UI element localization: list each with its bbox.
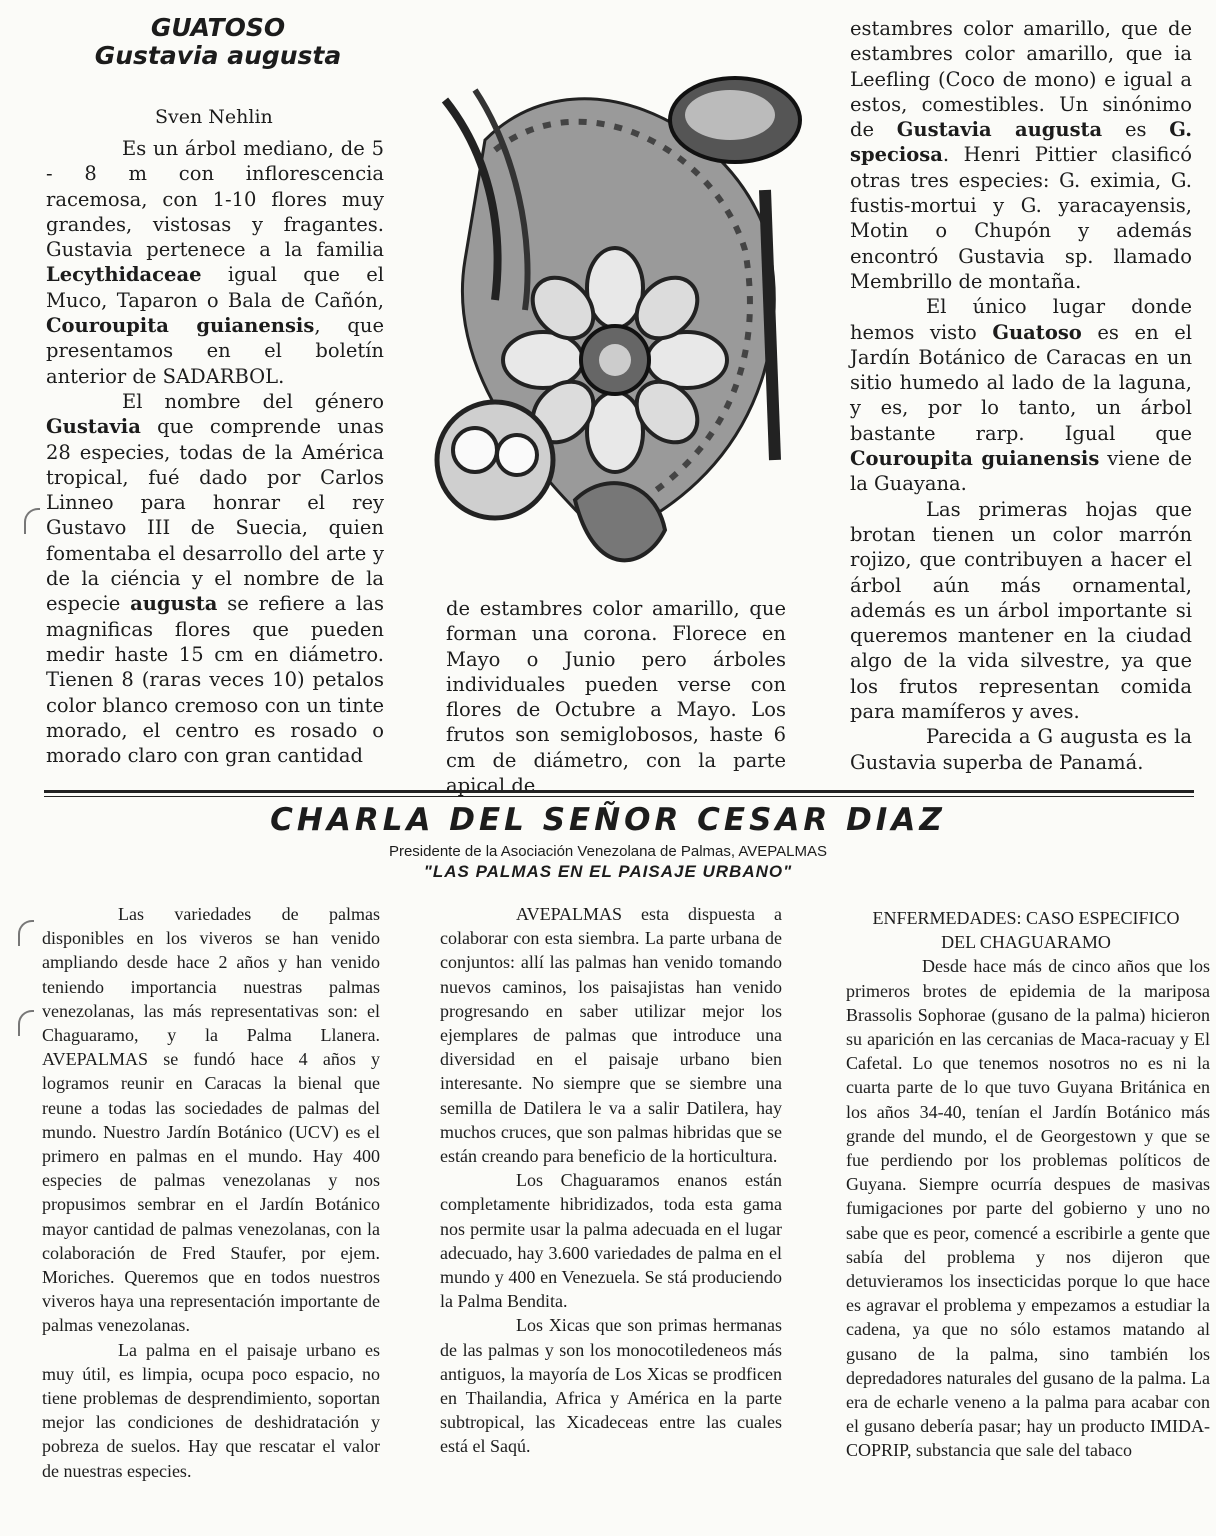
title-common-name: GUATOSO <box>150 13 286 42</box>
paragraph: La palma en el paisaje urbano es muy útil, es limpia, ocupa poco espacio, no tiene problemas de desprendimiento, soportan mejor las condiciones de deshidratación y pobreza de suelos. Hay que rescatar el valor de nuestras especies. <box>42 1339 380 1481</box>
text-run: , que presentamos en el boletín anterior de SADARBOL. <box>46 314 384 388</box>
article2-talk-title: "LAS PALMAS EN EL PAISAJE URBANO" <box>423 862 793 881</box>
bold-term: Gustavia <box>46 415 141 439</box>
text-run: viene de la Guayana. <box>850 447 1192 496</box>
flower-illustration <box>425 60 805 590</box>
bold-term: Couroupita guianensis <box>46 314 315 338</box>
article-title <box>88 14 348 70</box>
text-run: Parecida a G augusta es la Gustavia superba de Panamá. <box>850 725 1192 774</box>
bold-term: augusta <box>130 592 218 616</box>
paragraph <box>850 16 1192 294</box>
author: Sven Nehlin <box>155 106 273 128</box>
paragraph: AVEPALMAS esta dispuesta a colaborar con esta siembra. La parte urbana de conjuntos: allí las palmas han venido tomando nuevos caminos, los paisajistas han venido progresando en saber utilizar mejor los ejemplares de palmas que introduce una diversidad en el paisaje urbano bien interesante. No siempre que se siembre una semilla de Datilera le va a salir Datilera, hay muchos cruces, que son palmas hibridas que se están creando para beneficio de la horticultura. <box>440 904 782 1167</box>
article1-column3 <box>850 16 1192 775</box>
article2-column3 <box>846 906 1210 1463</box>
article1-column2 <box>446 596 786 798</box>
paragraph: Las variedades de palmas disponibles en los viveros se han venido ampliando desde hace 2 años y han venido teniendo importancia nuestras palmas venezolanas, las más representativas son: el Chaguaramo, y la Palma Llanera. AVEPALMAS se fundó hace 4 años y logramos reunir en Caracas la bienal que reune a todas las sociedades de palmas del mundo. Nuestro Jardín Botánico (UCV) es el primero en palmas en el mundo. Hay 400 especies de palmas venezolanas y nos propusimos sembrar en el Jardín Botánico mayor cantidad de palmas venezolanas, con la colaboración de Fred Staufer, por ejem. Moriches. Queremos que en todos nuestros viveros haya una representación importante de palmas venezolanas. <box>42 904 380 1336</box>
paragraph <box>46 389 384 768</box>
paragraph: Desde hace más de cinco años que los primeros brotes de epidemia de la mariposa Brassolis Sophorae (gusano de la palma) hicieron su aparición en las cercanias de Maca-racuay y El Cafetal. Lo que tenemos nosotros no es ni la cuarta parte de lo que tuvo Guyana Británica en los años 34-40, tenían el Jardín Botánico más grande del mundo, el de Georgestown y que se fue perdiendo por los problemas políticos de Guyana. Siempre ocurría despues de masivas fumigaciones por parte del gobierno y uno no sabe que es peor, comencé a escribirle a gente que sabía del problema y nos dijeron que detuvieramos los insecticidas porque lo que hace es agravar el problema y empezamos a estudiar la cadena, ya que no sólo estamos matando al gusano de la palma, sino también los depredadores naturales del gusano de la palma. La era de echarle veneno a la palma para acabar con el gusano debería pasar; hay un producto IMIDA-COPRIP, substancia que sale del tabaco <box>846 956 1210 1461</box>
bold-term: Gustavia augusta <box>896 118 1103 142</box>
section-divider <box>44 790 1194 793</box>
section-divider <box>44 796 1194 797</box>
text-run: estambres color amarillo, que de estambres color amarillo, que ia Leefling (Coco de mono) e igual a estos, comestibles. Un sinónimo de <box>850 17 1192 142</box>
bold-term: Guatoso <box>992 320 1082 344</box>
bold-term: G. speciosa <box>850 118 1192 167</box>
column3-heading <box>846 906 1206 954</box>
text-run: Las primeras hojas que brotan tienen un color marrón rojizo, que contribuyen a hacer el árbol aún más ornamental, además es un árbol importante si queremos mantener en la ciudad algo de la vida silvestre, ya que los frutos representan comida para mamíferos y aves. <box>850 497 1192 724</box>
article2-title: CHARLA DEL SEÑOR CESAR DIAZ <box>270 802 946 838</box>
paragraph <box>850 497 1192 725</box>
text-run: Es un árbol mediano, de 5 - 8 m con inflorescencia racemosa, con 1-10 flores muy grandes, vistosas y fragantes. Gustavia pertenece a la familia <box>46 137 384 262</box>
text-run: que comprende unas 28 especies, todas de la América tropical, fué dado por Carlos Linneo para honrar el rey Gustavo III de Suecia, quien fomentaba el desarrollo del arte y de la ciéncia y el nombre de la especie <box>46 415 384 616</box>
article2-column2 <box>440 902 782 1459</box>
punch-hole <box>18 920 34 946</box>
punch-hole <box>18 1010 34 1036</box>
bold-term: Lecythidaceae <box>46 263 202 287</box>
paragraph <box>850 294 1192 496</box>
paragraph: Los Xicas que son primas hermanas de las palmas y son los monocotiledeneos más antiguos, la mayoría de Los Xicas se prodficen en Thailandia, Africa y América en la parte subtropical, las Xicadeceas entre las cuales está el Saqú. <box>440 1315 782 1457</box>
bold-term: Couroupita guianensis <box>850 447 1100 471</box>
text-run: es <box>1102 118 1170 142</box>
paragraph: de estambres color amarillo, que forman una corona. Florece en Mayo o Junio pero árboles individuales pueden verse con flores de Octubre a Mayo. Los frutos son semiglobosos, haste 6 cm de diámetro, con la parte apical de <box>446 597 786 798</box>
text-run: . Henri Pittier clasificó otras tres especies: G. eximia, G. fustis-mortui y G. yaracayensis, Motin o Chupón y además encontró Gustavia sp. llamado Membrillo de montaña. <box>850 143 1192 293</box>
text-run: es en el Jardín Botánico de Caracas en un sitio humedo al lado de la laguna, y es, por lo tanto, un árbol bastante rarp. Igual que <box>850 320 1192 445</box>
text-run: El nombre del género <box>122 389 384 413</box>
punch-hole <box>24 508 40 534</box>
article2-subtitle: Presidente de la Asociación Venezolana de Palmas, AVEPALMAS <box>388 843 828 860</box>
paragraph <box>850 724 1192 775</box>
text-run: El único lugar donde hemos visto <box>850 295 1192 344</box>
text-run: se refiere a las magnificas flores que pueden medir haste 15 cm en diámetro. Tienen 8 (raras veces 10) petalos color blanco cremoso con un tinte morado, el centro es rosado o morado claro con gran cantidad <box>46 592 385 768</box>
heading-line2: DEL CHAGUARAMO <box>941 932 1111 953</box>
text-run: igual que el Muco, Taparon o Bala de Cañón, <box>46 263 384 312</box>
article1-column1 <box>46 136 384 768</box>
paragraph: Los Chaguaramos enanos están completamente hibridizados, toda esta gama nos permite usar la palma adecuada en el lugar adecuado, hay 3.600 variedades de palma en el mundo y 400 en Venezuela. Se stá produciendo la Palma Bendita. <box>440 1170 782 1312</box>
heading-line1: ENFERMEDADES: CASO ESPECIFICO <box>872 908 1180 928</box>
paragraph <box>46 136 384 389</box>
article2-column1 <box>42 902 380 1483</box>
title-scientific-name: Gustavia augusta <box>94 41 342 70</box>
